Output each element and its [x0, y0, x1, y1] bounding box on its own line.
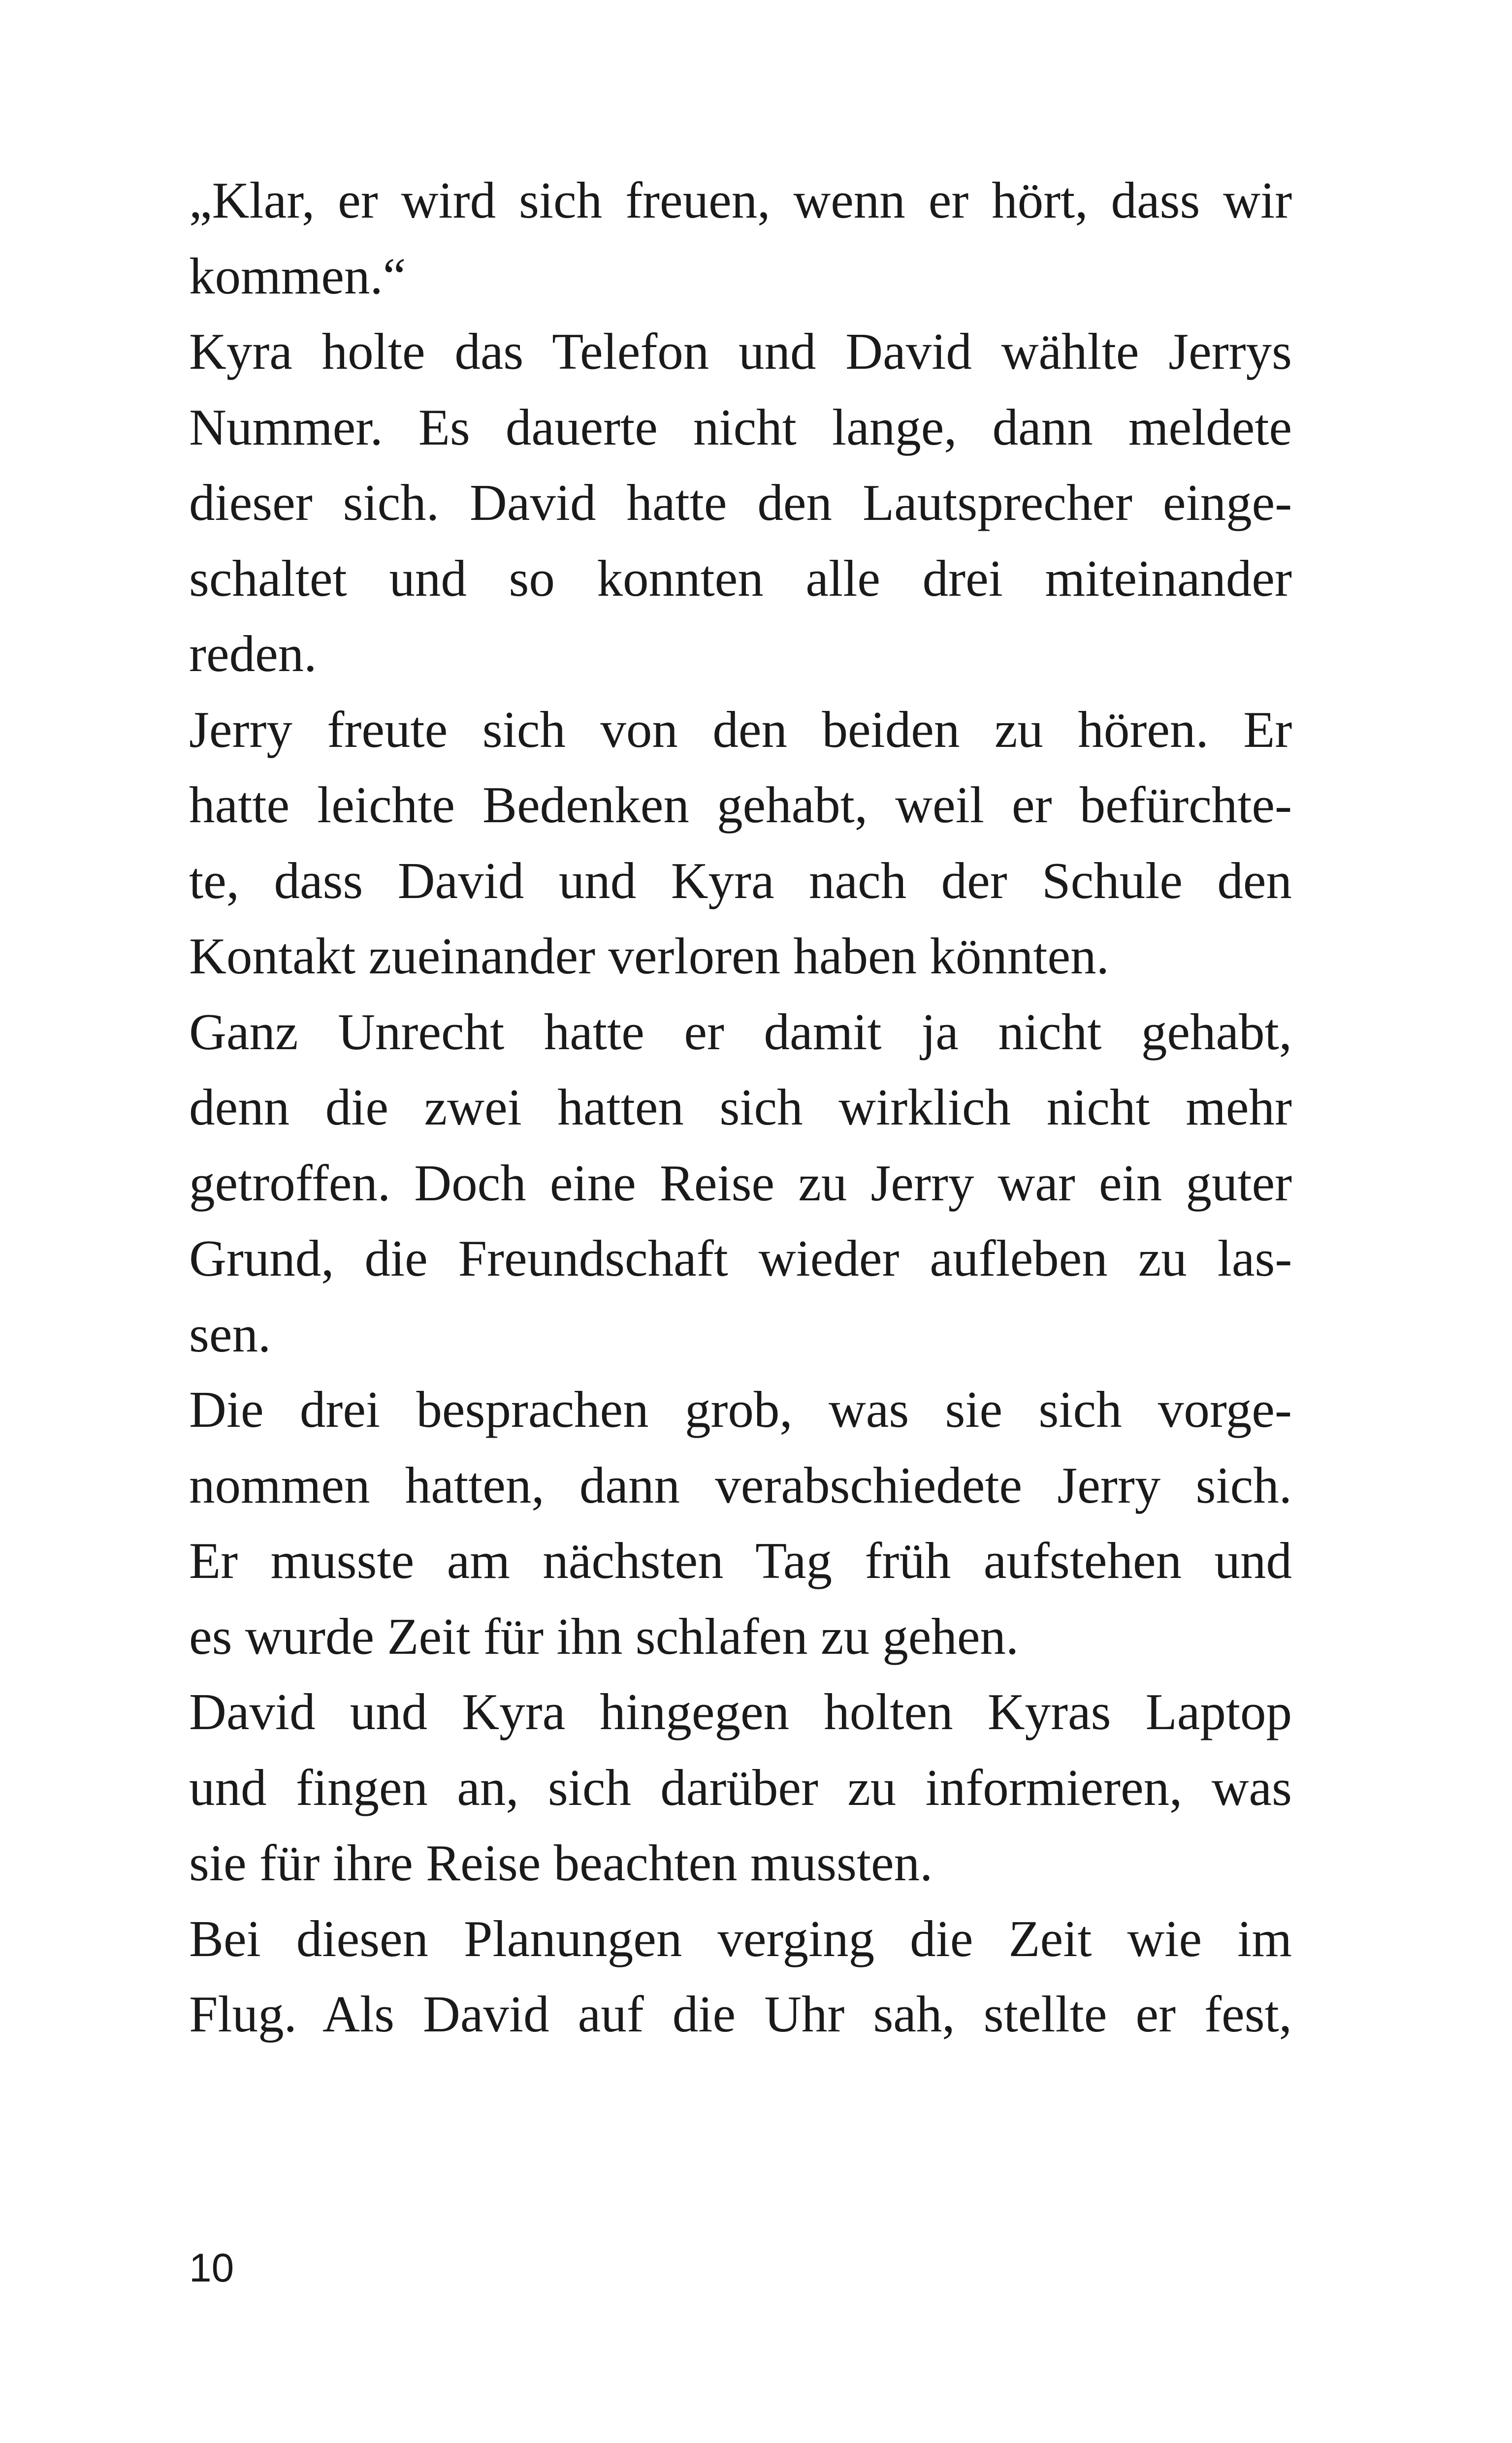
- text-line: Bei diesen Planungen verging die Zeit wie im: [189, 1909, 1292, 1967]
- text-line: „Klar, er wird sich freuen, wenn er hört, dass wir: [189, 171, 1292, 229]
- text-line: sen.: [189, 1305, 271, 1363]
- text-line: Nummer. Es dauerte nicht lange, dann meldete: [189, 398, 1292, 456]
- text-line: nommen hatten, dann verabschiedete Jerry sich.: [189, 1456, 1292, 1514]
- page-number: 10: [189, 2246, 234, 2290]
- text-line: te, dass David und Kyra nach der Schule den: [189, 851, 1292, 909]
- text-line: Kyra holte das Telefon und David wählte Jerrys: [189, 322, 1292, 380]
- text-line: hatte leichte Bedenken gehabt, weil er befürchte-: [189, 776, 1292, 834]
- text-line: dieser sich. David hatte den Lautsprecher einge-: [189, 474, 1292, 531]
- text-line: getroffen. Doch eine Reise zu Jerry war ein guter: [189, 1154, 1292, 1212]
- text-line: es wurde Zeit für ihn schlafen zu gehen.: [189, 1607, 1019, 1665]
- text-line: denn die zwei hatten sich wirklich nicht mehr: [189, 1078, 1292, 1136]
- text-line: Grund, die Freundschaft wieder aufleben zu las-: [189, 1229, 1292, 1287]
- text-line: und fingen an, sich darüber zu informieren, was: [189, 1758, 1292, 1816]
- text-line: Ganz Unrecht hatte er damit ja nicht gehabt,: [189, 1002, 1292, 1061]
- text-line: sie für ihre Reise beachten mussten.: [189, 1834, 933, 1892]
- text-line: reden.: [189, 625, 317, 682]
- text-line: Kontakt zueinander verloren haben könnten.: [189, 927, 1109, 985]
- body-text: [189, 162, 1292, 2052]
- text-line: Flug. Als David auf die Uhr sah, stellte er fest,: [189, 1985, 1292, 2043]
- text-line: Jerry freute sich von den beiden zu hören. Er: [189, 700, 1292, 758]
- text-line: kommen.“: [189, 247, 406, 305]
- text-line: Die drei besprachen grob, was sie sich vorge-: [189, 1381, 1292, 1438]
- text-line: schaltet und so konnten alle drei miteinander: [189, 549, 1292, 607]
- text-line: David und Kyra hingegen holten Kyras Laptop: [189, 1683, 1292, 1740]
- text-line: Er musste am nächsten Tag früh aufstehen und: [189, 1532, 1292, 1589]
